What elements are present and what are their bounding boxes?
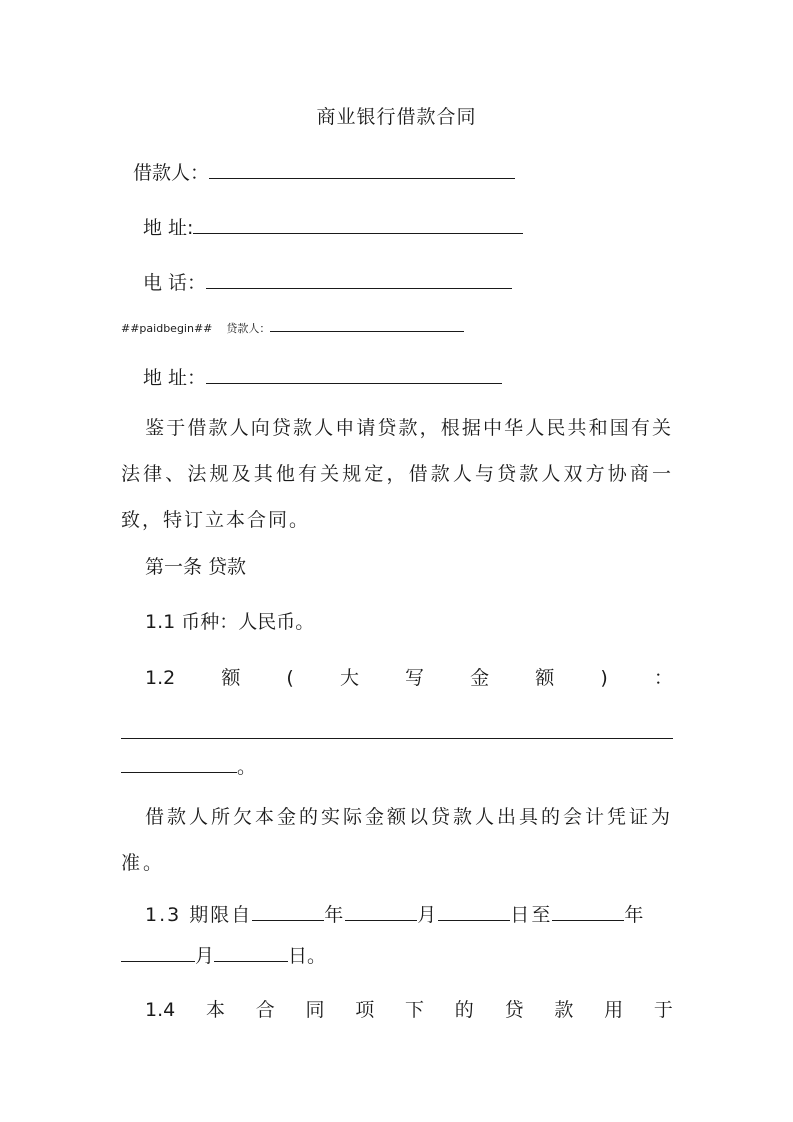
unit-year: 年	[324, 904, 346, 926]
clause-1-3-line-2	[121, 941, 326, 970]
clause-1-2-char: 额	[221, 667, 241, 689]
unit-month-2: 月	[195, 945, 215, 967]
clause-1-4	[145, 996, 673, 1024]
clause-1-4-char: 贷	[504, 999, 524, 1021]
clause-1-4-char: 项	[355, 999, 375, 1021]
clause-1-2-char: 大	[339, 667, 359, 689]
phone-blank[interactable]	[206, 268, 512, 289]
end-month-blank[interactable]	[121, 941, 195, 962]
clause-1-3-prefix: 1.3 期限自	[145, 904, 253, 926]
clause-1-2-char: 写	[405, 667, 425, 689]
paid-marker: ##paidbegin##	[121, 322, 213, 335]
borrower-blank[interactable]	[209, 158, 515, 179]
amount-blank-tail[interactable]	[121, 752, 237, 773]
lender-line	[121, 319, 464, 337]
borrower-label: 借款人：	[133, 162, 210, 184]
clause-1-4-char: 同	[305, 999, 325, 1021]
clause-1-1: 1.1 币种：人民币。	[145, 611, 315, 633]
clause-1-4-number: 1.4	[145, 999, 176, 1021]
clause-1-4-char: 用	[604, 999, 624, 1021]
clause-1-4-char: 于	[653, 999, 673, 1021]
borrower-line	[133, 158, 515, 187]
unit-month: 月	[417, 904, 439, 926]
clause-1-2-char: 金	[470, 667, 490, 689]
clause-1-3-line-1	[145, 900, 645, 929]
amount-blank-line-2	[121, 752, 256, 781]
clause-1-2-char: (	[286, 667, 294, 689]
clause-1-2-char: )	[600, 667, 608, 689]
borrower-address-blank[interactable]	[193, 213, 523, 234]
unit-day: 日	[510, 904, 532, 926]
phone-label: 电 话：	[143, 272, 207, 294]
lender-address-line	[143, 363, 502, 392]
principal-text: 借款人所欠本金的实际金额以贷款人出具的会计凭证为准。	[121, 806, 674, 874]
end-mark: 日。	[288, 945, 327, 967]
clause-1-4-char: 合	[255, 999, 275, 1021]
amount-blank-line-1[interactable]	[121, 718, 673, 739]
clause-1-2-char: ：	[653, 667, 673, 689]
start-year-blank[interactable]	[252, 900, 324, 921]
clause-1-2-char: 额	[535, 667, 555, 689]
start-month-blank[interactable]	[345, 900, 417, 921]
clause-1-2-number: 1.2	[145, 667, 176, 689]
end-year-blank[interactable]	[552, 900, 624, 921]
lender-blank[interactable]	[270, 319, 464, 332]
borrower-address-line	[143, 213, 523, 242]
clause-1-4-char: 下	[405, 999, 425, 1021]
clause-1-4-char: 本	[205, 999, 225, 1021]
address-label-1: 地 址:	[143, 217, 194, 239]
lender-label: 贷款人：	[226, 322, 271, 335]
phone-line	[143, 268, 512, 297]
preamble-text: 鉴于借款人向贷款人申请贷款，根据中华人民共和国有关法律、法规及其他有关规定，借款人与贷款人双方协商一致，特订立本合同。	[121, 417, 673, 531]
article-1-title: 第一条 贷款	[145, 556, 247, 578]
lender-address-blank[interactable]	[206, 363, 502, 384]
address-label-2: 地 址：	[143, 367, 207, 389]
preamble-paragraph	[121, 405, 673, 543]
end-day-blank[interactable]	[214, 941, 288, 962]
clause-1-4-char: 的	[454, 999, 474, 1021]
to-word: 至	[531, 904, 553, 926]
clause-1-2	[145, 664, 673, 692]
clause-1-2-end: 。	[237, 756, 257, 778]
clause-1-4-char: 款	[554, 999, 574, 1021]
unit-year-2: 年	[624, 904, 646, 926]
page-title: 商业银行借款合同	[316, 106, 477, 128]
start-day-blank[interactable]	[438, 900, 510, 921]
principal-paragraph	[121, 794, 673, 886]
